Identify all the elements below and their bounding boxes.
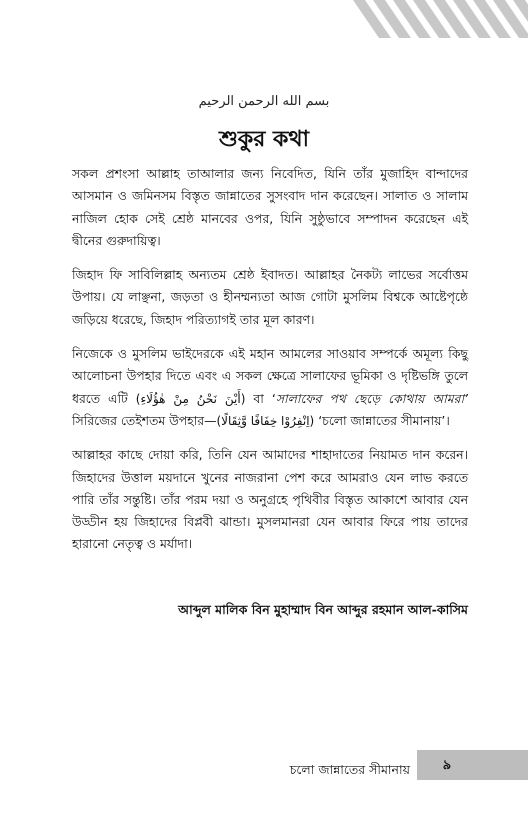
paragraph-3-part-a: নিজেকে ও মুসলিম ভাইদেরকে এই মহান আমলের সাওয়াব সম্পর্কে অমূল্য কিছু আলোচনা উপহার দিতে এবং এ সকল ক্ষেত্রে সালাফের ভূমিকা ও দৃষ্টিভঙ্গি তুলে ধরতে এটি bbox=[72, 346, 468, 406]
paragraph-3-part-b: বা ‘ bbox=[253, 390, 276, 406]
arabic-title-1: (أَيْنَ نَحْنُ مِنْ هٰؤُلَاءِ) bbox=[135, 391, 246, 406]
paragraph-3-part-d: ‘চলো জান্নাতের সীমানায়’। bbox=[318, 412, 450, 428]
paragraph-3 bbox=[72, 343, 468, 432]
paragraph-3-part-c: সিরিজের তেইশতম উপহার— bbox=[72, 412, 217, 428]
body-text bbox=[72, 163, 468, 568]
arabic-title-2: (اِنْفِرُوْا خِفَافًا وَّثِقَالًا) bbox=[216, 413, 315, 428]
page-number: ৯ bbox=[442, 758, 452, 773]
page-title: শুকুর কথা bbox=[218, 126, 310, 152]
paragraph-1: সকল প্রশংসা আল্লাহ তাআলার জন্য নিবেদিত, যিনি তাঁর মুজাহিদ বান্দাদের আসমান ও জমিনসম বিস্তৃত জান্নাতের সুসংবাদ দান করেছেন। সালাত ও সালাম নাজিল হোক সেই শ্রেষ্ঠ মানবের ওপর, যিনি সুষ্ঠুভাবে সম্পাদন করেছেন এই দ্বীনের গুরুদায়িত্ব। bbox=[72, 166, 468, 248]
bismillah-calligraphy: بسم الله الرحمن الرحيم bbox=[198, 94, 330, 109]
paragraph-2: জিহাদ ফি সাবিলিল্লাহ অন্যতম শ্রেষ্ঠ ইবাদত। আল্লাহর নৈকট্য লাভের সর্বোত্তম উপায়। যে লাঞ্ছনা, জড়তা ও হীনম্মন্যতা আজ গোটা মুসলিম বিশ্বকে আষ্টেপৃষ্ঠে জড়িয়ে ধরেছে, জিহাদ পরিত্যাগই তার মূল কারণ। bbox=[72, 267, 468, 327]
corner-stripes-decoration bbox=[353, 0, 528, 38]
paragraph-4: আল্লাহর কাছে দোয়া করি, তিনি যেন আমাদের শাহাদাতের নিয়ামত দান করেন। জিহাদের উত্তাল ময়দানে খুনের নাজরানা পেশ করে আমরাও যেন লাভ করতে পারি তাঁর সন্তুষ্টি। তাঁর পরম দয়া ও অনুগ্রহে পৃথিবীর বিস্তৃত আকাশে আবার যেন উড্ডীন হয় জিহাদের বিপ্লবী ঝান্ডা। মুসলমানরা যেন আবার ফিরে পায় তাদের হারানো নেতৃত্ব ও মর্যাদা। bbox=[72, 447, 468, 552]
series-name: সালাফের পথ ছেড়ে কোথায় আমরা’ bbox=[275, 390, 468, 406]
author-signature: আব্দুল মালিক বিন মুহাম্মাদ বিন আব্দুর রহমান আল-কাসিম bbox=[178, 602, 468, 617]
footer-book-title: চলো জান্নাতের সীমানায় bbox=[289, 762, 410, 777]
